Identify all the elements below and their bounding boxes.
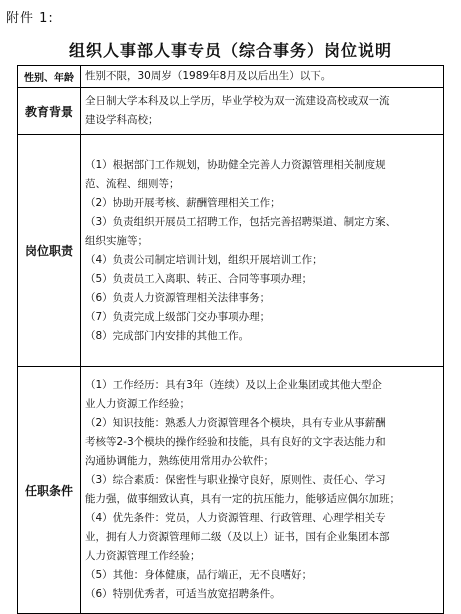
document-title: 组织人事部人事专员（综合事务）岗位说明 bbox=[68, 41, 392, 60]
row-header-education: 教育背景 bbox=[18, 88, 81, 135]
requirement-line: 业，拥有人力资源管理师二级（及以上）证书，国有企业集团本部 bbox=[85, 531, 390, 543]
requirement-item-4 bbox=[85, 509, 439, 566]
job-description-table bbox=[17, 65, 444, 614]
education-line: 建设学科高校； bbox=[85, 114, 159, 126]
duty-item-1 bbox=[85, 156, 439, 194]
requirement-line: （4）优先条件：党员，人力资源管理、行政管理、心理学相关专 bbox=[85, 512, 386, 524]
requirement-line: 人力资源管理工作经验； bbox=[85, 550, 201, 562]
duty-item-7: （7）负责完成上级部门交办事项办理； bbox=[85, 310, 271, 323]
duty-item-2: （2）协助开展考核、薪酬管理相关工作； bbox=[85, 196, 281, 209]
duty-line: 范、流程、细则等； bbox=[85, 177, 180, 190]
requirement-line: （3）综合素质：保密性与职业操守良好，原则性、责任心、学习 bbox=[85, 474, 386, 486]
duty-item-4: （4）负责公司制定培训计划，组织开展培训工作； bbox=[85, 253, 323, 266]
row-header-duties: 岗位职责 bbox=[18, 135, 81, 367]
duties-value bbox=[81, 135, 444, 367]
education-value bbox=[81, 88, 444, 135]
duty-line: （3）负责组织开展员工招聘工作，包括完善招聘渠道、制定方案、 bbox=[85, 215, 397, 228]
duty-item-6: （6）负责人力资源管理相关法律事务； bbox=[85, 291, 271, 304]
duty-item-5: （5）负责员工入离职、转正、合同等事项办理； bbox=[85, 272, 313, 285]
requirement-item-2 bbox=[85, 414, 439, 471]
requirement-line: （1）工作经历：具有3年（连续）及以上企业集团或其他大型企 bbox=[85, 379, 382, 391]
requirement-item-1 bbox=[85, 376, 439, 414]
table-row bbox=[18, 66, 444, 88]
requirements-value bbox=[81, 367, 444, 614]
duty-line: （1）根据部门工作规划，协助健全完善人力资源管理相关制度规 bbox=[85, 158, 386, 171]
requirement-line: （2）知识技能：熟悉人力资源管理各个模块，具有专业从事薪酬 bbox=[85, 417, 386, 429]
requirement-line: 考核等2-3个模块的操作经验和技能，具有良好的文字表达能力和 bbox=[85, 436, 386, 448]
row-header-requirements: 任职条件 bbox=[18, 367, 81, 614]
row-header-gender-age: 性别、年龄 bbox=[18, 66, 81, 88]
requirement-line: 能力强，做事细致认真，具有一定的抗压能力，能够适应偶尔加班； bbox=[85, 493, 400, 505]
requirement-line: 业人力资源工作经验； bbox=[85, 398, 190, 410]
duty-item-3 bbox=[85, 213, 439, 251]
requirement-item-5: （5）其他：身体健康，品行端正，无不良嗜好； bbox=[85, 569, 313, 581]
table-row bbox=[18, 367, 444, 614]
requirement-item-6: （6）特别优秀者，可适当放宽招聘条件。 bbox=[85, 588, 281, 600]
table-row bbox=[18, 88, 444, 135]
duty-item-8: （8）完成部门内安排的其他工作。 bbox=[85, 329, 250, 342]
requirement-line: 沟通协调能力，熟练使用常用办公软件； bbox=[85, 455, 274, 467]
table-row bbox=[18, 135, 444, 367]
requirement-item-3 bbox=[85, 471, 439, 509]
gender-age-text: 性别不限，30周岁（1989年8月及以后出生）以下。 bbox=[85, 70, 332, 82]
gender-age-value bbox=[81, 66, 444, 88]
education-line: 全日制大学本科及以上学历，毕业学校为双一流建设高校或双一流 bbox=[85, 95, 390, 107]
annex-label: 附件 1: bbox=[6, 11, 54, 26]
duty-line: 组织实施等； bbox=[85, 234, 148, 247]
